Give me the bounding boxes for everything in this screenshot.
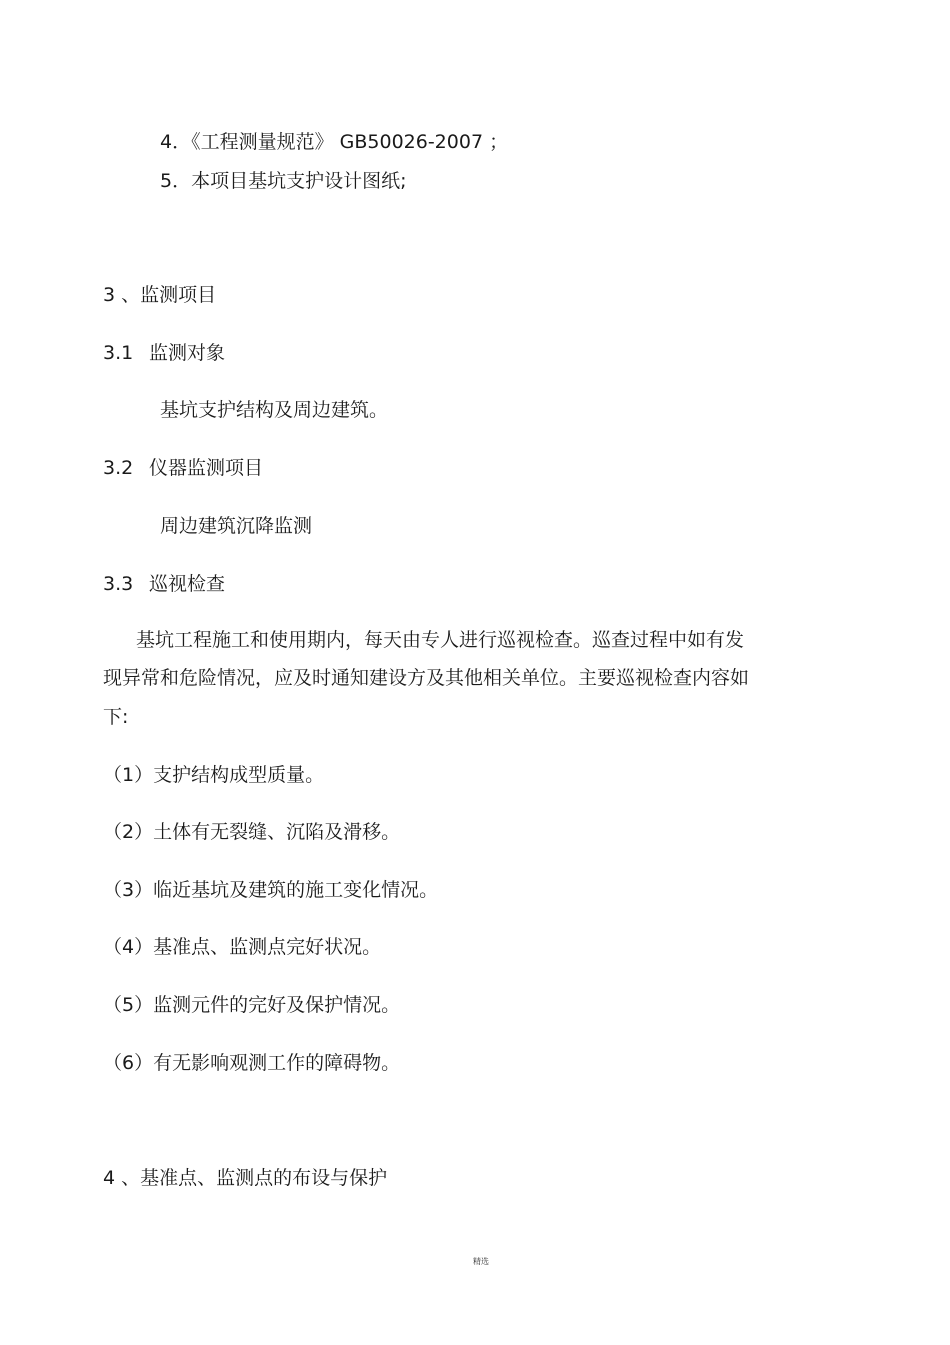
paragraph-line-3: 下: <box>103 706 129 728</box>
subsection-3-1-body: 基坑支护结构及周边建筑。 <box>160 399 389 421</box>
subsection-3-2-body: 周边建筑沉降监测 <box>160 515 313 537</box>
inspection-item-1: （1）支护结构成型质量。 <box>103 764 325 786</box>
reference-item-5: 5．本项目基坑支护设计图纸; <box>160 170 407 192</box>
subsection-title: 仪器监测项目 <box>149 457 264 479</box>
reference-item-4: 4．《工程测量规范》 GB50026-2007 ； <box>160 131 509 153</box>
subsection-number: 3.2 <box>103 457 134 479</box>
inspection-item-5: （5）监测元件的完好及保护情况。 <box>103 994 401 1016</box>
subsection-3-3-heading <box>103 572 225 596</box>
inspection-item-4: （4）基准点、监测点完好状况。 <box>103 936 382 958</box>
inspection-item-6: （6）有无影响观测工作的障碍物。 <box>103 1052 401 1074</box>
paragraph-line-2: 现异常和危险情况，应及时通知建设方及其他相关单位。主要巡视检查内容如 <box>103 667 750 689</box>
inspection-item-3: （3）临近基坑及建筑的施工变化情况。 <box>103 879 439 901</box>
inspection-item-2: （2）土体有无裂缝、沉陷及滑移。 <box>103 821 401 843</box>
subsection-3-1-heading <box>103 341 225 365</box>
subsection-number: 3.3 <box>103 573 134 595</box>
section-4-heading: 4 、基准点、监测点的布设与保护 <box>103 1167 388 1189</box>
paragraph-line-1: 基坑工程施工和使用期内，每天由专人进行巡视检查。巡查过程中如有发 <box>136 629 745 651</box>
subsection-3-2-heading <box>103 456 263 480</box>
page-footer: 精选 <box>473 1257 489 1266</box>
section-3-heading: 3 、监测项目 <box>103 284 217 306</box>
subsection-title: 巡视检查 <box>149 573 226 595</box>
subsection-title: 监测对象 <box>149 342 226 364</box>
subsection-number: 3.1 <box>103 342 134 364</box>
